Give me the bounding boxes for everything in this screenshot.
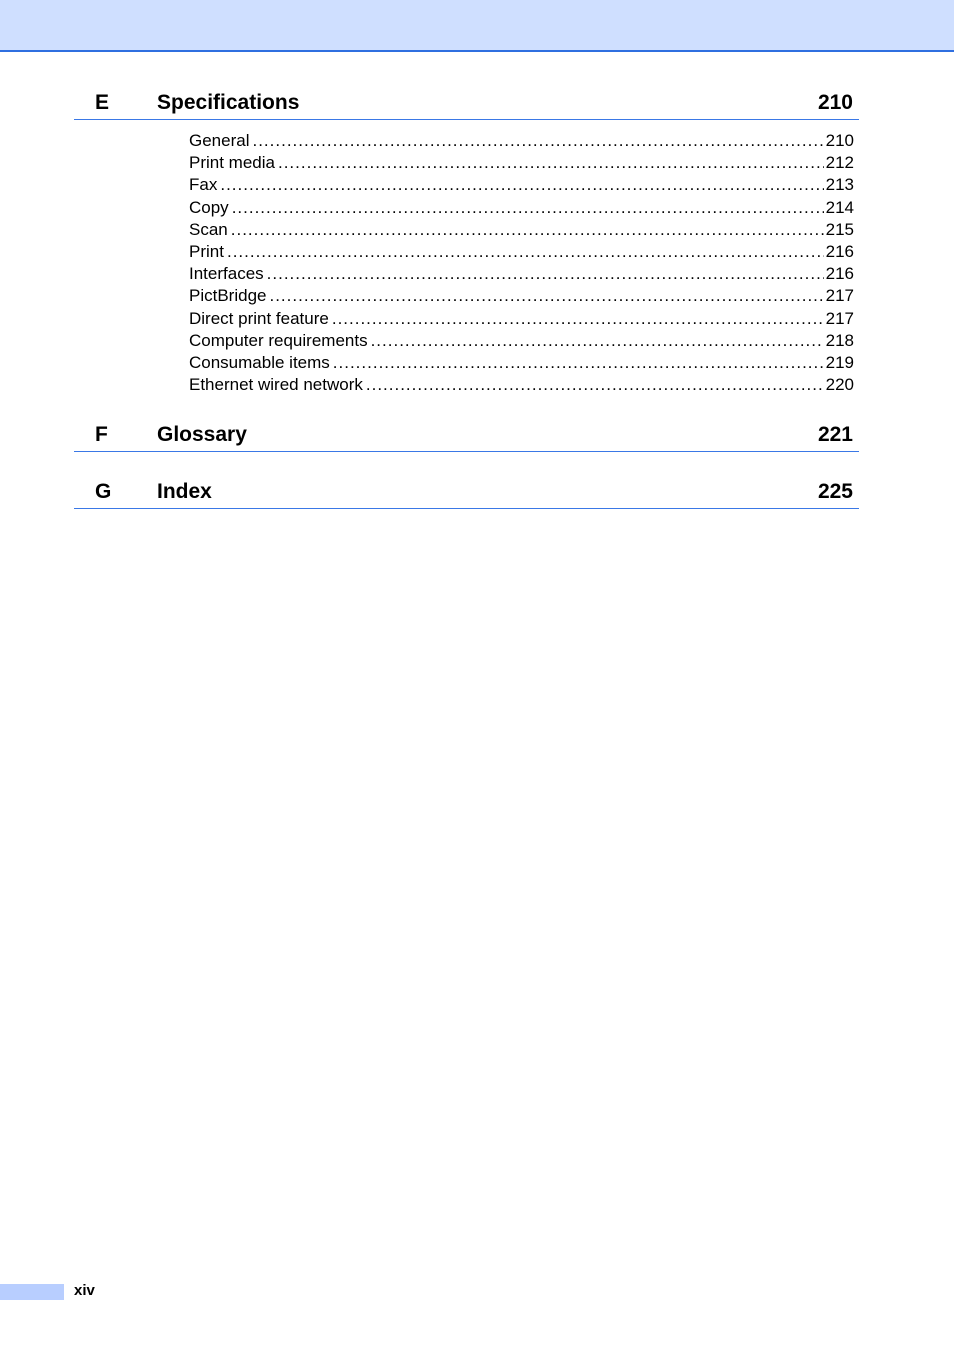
dot-leader xyxy=(333,352,824,374)
toc-entry[interactable] xyxy=(189,130,854,152)
chapter-title: Glossary xyxy=(157,423,247,446)
toc-entry[interactable] xyxy=(189,219,854,241)
entry-label: Direct print feature xyxy=(189,308,329,328)
chapter-heading-e[interactable] xyxy=(74,90,859,120)
entry-label: Fax xyxy=(189,175,218,195)
dot-leader xyxy=(227,241,824,263)
entry-label: PictBridge xyxy=(189,286,267,306)
dot-leader xyxy=(366,374,824,396)
entry-page: 219 xyxy=(825,352,854,372)
entry-label: Interfaces xyxy=(189,264,264,284)
chapter-letter: E xyxy=(95,91,110,114)
entry-label: Scan xyxy=(189,219,228,239)
toc-entry[interactable] xyxy=(189,197,854,219)
dot-leader xyxy=(252,130,823,152)
toc-entry[interactable] xyxy=(189,152,854,174)
dot-leader xyxy=(220,174,823,196)
entry-label: Consumable items xyxy=(189,352,330,372)
entry-page: 220 xyxy=(825,375,854,395)
entry-label: Ethernet wired network xyxy=(189,375,363,395)
dot-leader xyxy=(278,152,824,174)
entry-label: Computer requirements xyxy=(189,330,368,350)
header-band xyxy=(0,0,954,52)
chapter-heading-g[interactable] xyxy=(74,479,859,509)
toc-entry[interactable] xyxy=(189,330,854,352)
dot-leader xyxy=(267,263,824,285)
toc-entry[interactable] xyxy=(189,263,854,285)
dot-leader xyxy=(332,308,824,330)
chapter-letter: G xyxy=(95,480,112,503)
entry-label: Copy xyxy=(189,197,229,217)
entry-label: General xyxy=(189,131,250,150)
chapter-page: 225 xyxy=(817,480,853,503)
chapter-title: Index xyxy=(157,480,212,503)
toc-entry[interactable] xyxy=(189,374,854,396)
entry-label: Print media xyxy=(189,153,275,173)
entry-page: 213 xyxy=(825,175,854,195)
entry-page: 218 xyxy=(825,330,854,350)
entry-page: 216 xyxy=(825,264,854,284)
chapter-page: 221 xyxy=(817,423,853,446)
page-number: xiv xyxy=(74,1282,95,1299)
dot-leader xyxy=(231,219,824,241)
toc-entry-list xyxy=(189,130,854,396)
entry-page: 217 xyxy=(825,286,854,306)
entry-page: 216 xyxy=(825,241,854,261)
entry-page: 210 xyxy=(825,131,854,150)
toc-entry[interactable] xyxy=(189,174,854,196)
chapter-heading-f[interactable] xyxy=(74,422,859,452)
toc-entry[interactable] xyxy=(189,241,854,263)
entry-page: 217 xyxy=(825,308,854,328)
entry-page: 214 xyxy=(825,197,854,217)
toc-entry[interactable] xyxy=(189,285,854,307)
chapter-letter: F xyxy=(95,423,108,446)
chapter-page: 210 xyxy=(817,91,853,114)
footer-band xyxy=(0,1284,64,1300)
entry-page: 212 xyxy=(825,153,854,173)
toc-entry[interactable] xyxy=(189,308,854,330)
dot-leader xyxy=(269,285,823,307)
dot-leader xyxy=(371,330,824,352)
chapter-title: Specifications xyxy=(157,91,300,114)
toc-entry[interactable] xyxy=(189,352,854,374)
entry-page: 215 xyxy=(825,219,854,239)
dot-leader xyxy=(232,197,824,219)
entry-label: Print xyxy=(189,241,224,261)
